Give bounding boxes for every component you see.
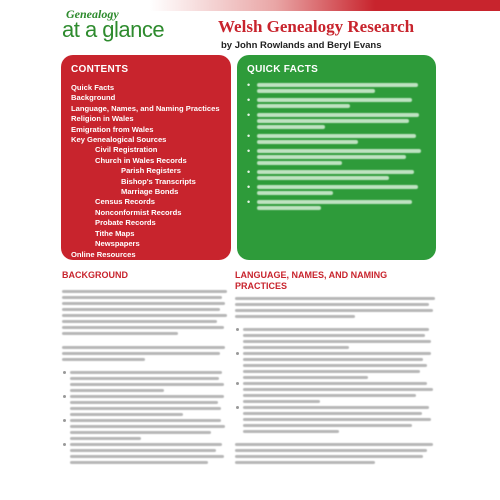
quick-facts-list (247, 83, 426, 210)
background-body (62, 290, 227, 467)
contents-item: Religion in Wales (71, 114, 134, 124)
contents-item: Bishop's Transcripts (121, 176, 196, 186)
fact-item (247, 83, 426, 93)
fact-item (247, 98, 426, 108)
contents-item: Background (71, 93, 116, 103)
contents-item: Language, Names, and Naming Practices (71, 103, 220, 113)
contents-list (71, 83, 221, 260)
logo-top-text: Genealogy (66, 7, 119, 21)
authors-line: by John Rowlands and Beryl Evans (221, 40, 382, 51)
contents-item: Church in Wales Records (95, 155, 187, 165)
fact-item (247, 170, 426, 180)
fact-item (247, 113, 426, 129)
contents-item: Online Resources (71, 249, 136, 259)
contents-item: Tithe Maps (95, 228, 135, 238)
background-heading: BACKGROUND (62, 270, 128, 280)
logo-main-text: at a glance (62, 17, 165, 42)
contents-panel (61, 55, 231, 260)
contents-heading: CONTENTS (71, 64, 129, 75)
contents-item: Civil Registration (95, 145, 158, 155)
quick-facts-panel (237, 55, 436, 260)
contents-item: Marriage Bonds (121, 187, 179, 197)
language-body (235, 297, 435, 467)
fact-item (247, 149, 426, 165)
contents-item: Quick Facts (71, 83, 115, 92)
contents-item: Newspapers (95, 239, 140, 249)
language-heading: LANGUAGE, NAMES, AND NAMING PRACTICES (235, 270, 388, 291)
fact-item (247, 185, 426, 195)
series-logo (62, 8, 164, 41)
quick-facts-heading: QUICK FACTS (247, 64, 319, 75)
contents-item: Parish Registers (121, 166, 181, 176)
fact-item (247, 200, 426, 210)
contents-item: Emigration from Wales (71, 124, 154, 134)
fact-item (247, 134, 426, 144)
page-title: Welsh Genealogy Research (218, 17, 415, 36)
contents-item: Nonconformist Records (95, 207, 182, 217)
contents-item: Census Records (95, 197, 155, 207)
contents-item: Probate Records (95, 218, 156, 228)
contents-item: Key Genealogical Sources (71, 135, 167, 145)
